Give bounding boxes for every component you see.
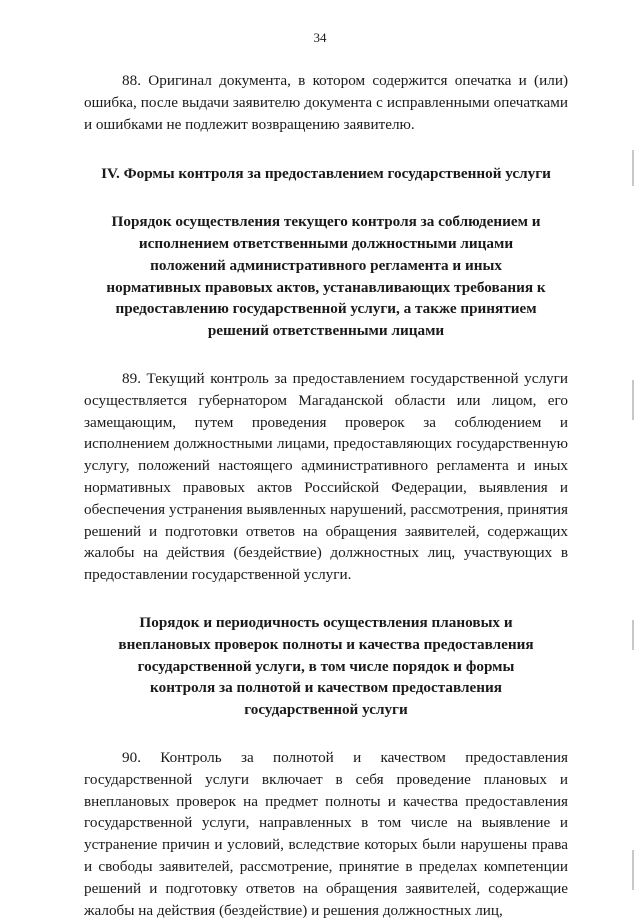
scan-artifact	[632, 380, 634, 420]
paragraph-88: 88. Оригинал документа, в котором содержится опечатка и (или) ошибка, после выдачи заявителю документа с исправленными опечатками и ошибками не подлежит возвращению заявителю.	[84, 72, 568, 133]
subheading-current-control: Порядок осуществления текущего контроля за соблюдением и исполнением ответственными должностными лицами положений административного регламента и иных нормативных правовых актов, устанавливающих требования к предоставлению государственной услуги, а также принятием решений ответственными лицами	[106, 213, 546, 340]
page-content	[84, 70, 568, 921]
subheading-inspections: Порядок и периодичность осуществления плановых и внеплановых проверок полноты и качества предоставления государственной услуги, в том числе порядок и формы контроля за полнотой и качеством предоставления государственной услуги	[118, 613, 534, 719]
paragraph-89: 89. Текущий контроль за предоставлением государственной услуги осуществляется губернатором Магаданской области или лицом, его замещающим, путем проведения проверок за соблюдением и исполнением должностными лицами, предоставляющих государственную услугу, положений настоящего административного регламента и иных нормативных правовых актов Российской Федерации, выявления и обеспечения устранения выявленных нарушений, рассмотрения, принятия решений и подготовки ответов на обращения заявителей, содержащих жалобы на действия (бездействие) должностных лиц, участвующих в предоставлении государственной услуги.	[84, 369, 568, 584]
scan-artifact	[632, 850, 634, 890]
page-number: 34	[313, 30, 327, 45]
paragraph-90: 90. Контроль за полнотой и качеством предоставления государственной услуги включает в себя проведение плановых и внеплановых проверок на предмет полноты и качества предоставления государственной услуги, направленных в том числе на выявление и устранение причин и условий, вследствие которых были нарушены права и свободы заявителей, рассмотрение, принятие в пределах компетенции решений и подготовку ответов на обращения заявителей, содержащие жалобы на действия (бездействие) и решения должностных лиц,	[84, 748, 568, 919]
scan-artifact	[632, 150, 634, 186]
scan-artifact	[632, 620, 634, 650]
section-heading-iv: IV. Формы контроля за предоставлением государственной услуги	[101, 165, 551, 183]
